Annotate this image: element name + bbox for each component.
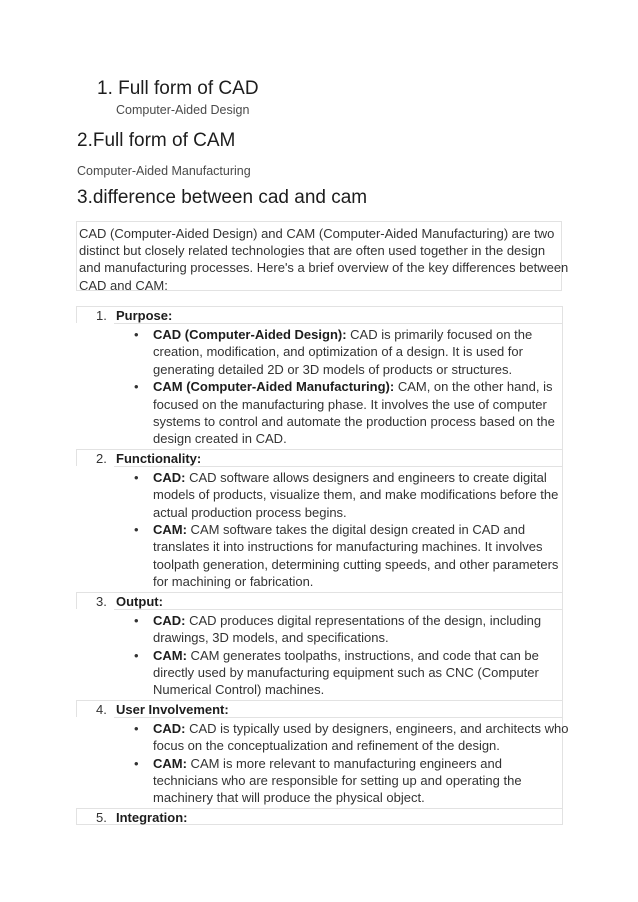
bullet-item (114, 755, 562, 807)
bullet-line: creation, modification, and optimization of a design. It is used for (153, 344, 523, 360)
bullet-line: focus on the conceptualization and refinement of the design. (153, 738, 500, 754)
bullet-line (153, 647, 562, 664)
list-number: 5. (96, 809, 107, 825)
bullet-line: drawings, 3D models, and specifications. (153, 630, 389, 646)
bullet-item (114, 521, 562, 591)
bullet-term: CAM: (153, 522, 187, 538)
bullet-line: models of products, visualize them, and make modifications before the (153, 487, 559, 503)
heading-cam-full-form: 2.Full form of CAM (77, 130, 236, 151)
bullet-icon: • (134, 522, 139, 538)
bullet-line: generating detailed 2D or 3D models of products or structures. (153, 361, 513, 377)
bullet-icon: • (134, 720, 139, 736)
list-item-heading (76, 808, 563, 825)
list-number: 3. (96, 593, 107, 609)
cam-full-form-text: Computer-Aided Manufacturing (77, 164, 251, 178)
bullet-list (114, 609, 563, 700)
intro-paragraph (76, 221, 569, 293)
list-item-title: Functionality: (116, 450, 202, 466)
bullet-line (153, 521, 562, 538)
bullet-line: translates it into instructions for manufacturing machines. It involves (153, 539, 543, 555)
bullet-icon: • (134, 469, 139, 485)
list-number: 4. (96, 701, 107, 717)
list-item-title: Integration: (116, 809, 188, 825)
difference-list (76, 306, 569, 825)
bullet-item (114, 469, 562, 521)
bullet-term: CAD (Computer-Aided Design): (153, 327, 347, 342)
bullet-icon: • (134, 379, 139, 395)
bullet-text: CAM generates toolpaths, instructions, and code that can be (186, 647, 539, 663)
bullet-list (114, 717, 569, 808)
bullet-item (114, 378, 562, 448)
bullet-line (153, 755, 562, 772)
bullet-term: CAM: (153, 647, 187, 663)
bullet-text: CAD software allows designers and engineers to create digital (185, 469, 547, 485)
list-item-heading (76, 449, 563, 466)
bullet-line: directly used by manufacturing equipment such as CNC (Computer (153, 664, 539, 680)
list-item-heading (76, 306, 563, 323)
bullet-text: CAD is primarily focused on the (346, 327, 533, 342)
bullet-icon: • (134, 647, 139, 663)
bullet-item (114, 326, 562, 378)
bullet-line: actual production process begins. (153, 504, 347, 520)
intro-line: CAD (Computer-Aided Design) and CAM (Computer-Aided Manufacturing) are two (79, 226, 555, 241)
bullet-item (114, 612, 562, 647)
bullet-line (153, 612, 562, 629)
intro-line: and manufacturing processes. Here's a brief overview of the key differences between (79, 260, 569, 276)
bullet-line (153, 326, 562, 343)
bullet-term: CAM (Computer-Aided Manufacturing): (153, 379, 395, 395)
heading-cad-full-form: 1. Full form of CAD (97, 78, 259, 99)
bullet-item (114, 720, 569, 755)
list-item-heading (76, 592, 563, 609)
list-number: 2. (96, 450, 107, 466)
bullet-line: design created in CAD. (153, 431, 287, 447)
heading-difference: 3.difference between cad and cam (77, 187, 368, 208)
bullet-line: for machining or fabrication. (153, 574, 314, 590)
bullet-term: CAD: (153, 469, 186, 485)
list-item-title: Purpose: (116, 308, 173, 323)
bullet-line: focused on the manufacturing phase. It involves the use of computer (153, 396, 547, 412)
intro-line: CAD and CAM: (79, 277, 168, 293)
bullet-item (114, 647, 562, 699)
bullet-list (114, 466, 563, 592)
list-item-title: User Involvement: (116, 701, 229, 717)
bullet-text: CAD produces digital representations of the design, including (185, 612, 542, 628)
bullet-line: toolpath generation, determining cutting speeds, and other parameters (153, 556, 559, 572)
bullet-text: CAD is typically used by designers, engineers, and architects who (185, 720, 569, 736)
bullet-list (114, 323, 563, 449)
bullet-line: technicians who are responsible for setting up and operating the (153, 772, 522, 788)
bullet-icon: • (134, 327, 139, 342)
bullet-term: CAM: (153, 755, 187, 771)
list-number: 1. (96, 308, 107, 323)
bullet-line (153, 720, 569, 737)
bullet-line (153, 378, 562, 395)
bullet-line: systems to control and automate the production process based on the (153, 414, 555, 430)
bullet-term: CAD: (153, 612, 186, 628)
bullet-line (153, 469, 562, 486)
bullet-text: CAM software takes the digital design created in CAD and (186, 522, 526, 538)
list-item-heading (76, 700, 563, 717)
list-item-title: Output: (116, 593, 163, 609)
bullet-icon: • (134, 612, 139, 628)
bullet-line: Numerical Control) machines. (153, 682, 325, 698)
intro-line: distinct but closely related technologies that are often used together in the design (79, 243, 546, 259)
bullet-text: CAM, on the other hand, is (394, 379, 553, 395)
bullet-text: CAM is more relevant to manufacturing engineers and (186, 755, 502, 771)
cad-full-form-text: Computer-Aided Design (116, 103, 250, 117)
bullet-icon: • (134, 755, 139, 771)
bullet-term: CAD: (153, 720, 186, 736)
bullet-line: machinery that will produce the physical object. (153, 790, 425, 806)
